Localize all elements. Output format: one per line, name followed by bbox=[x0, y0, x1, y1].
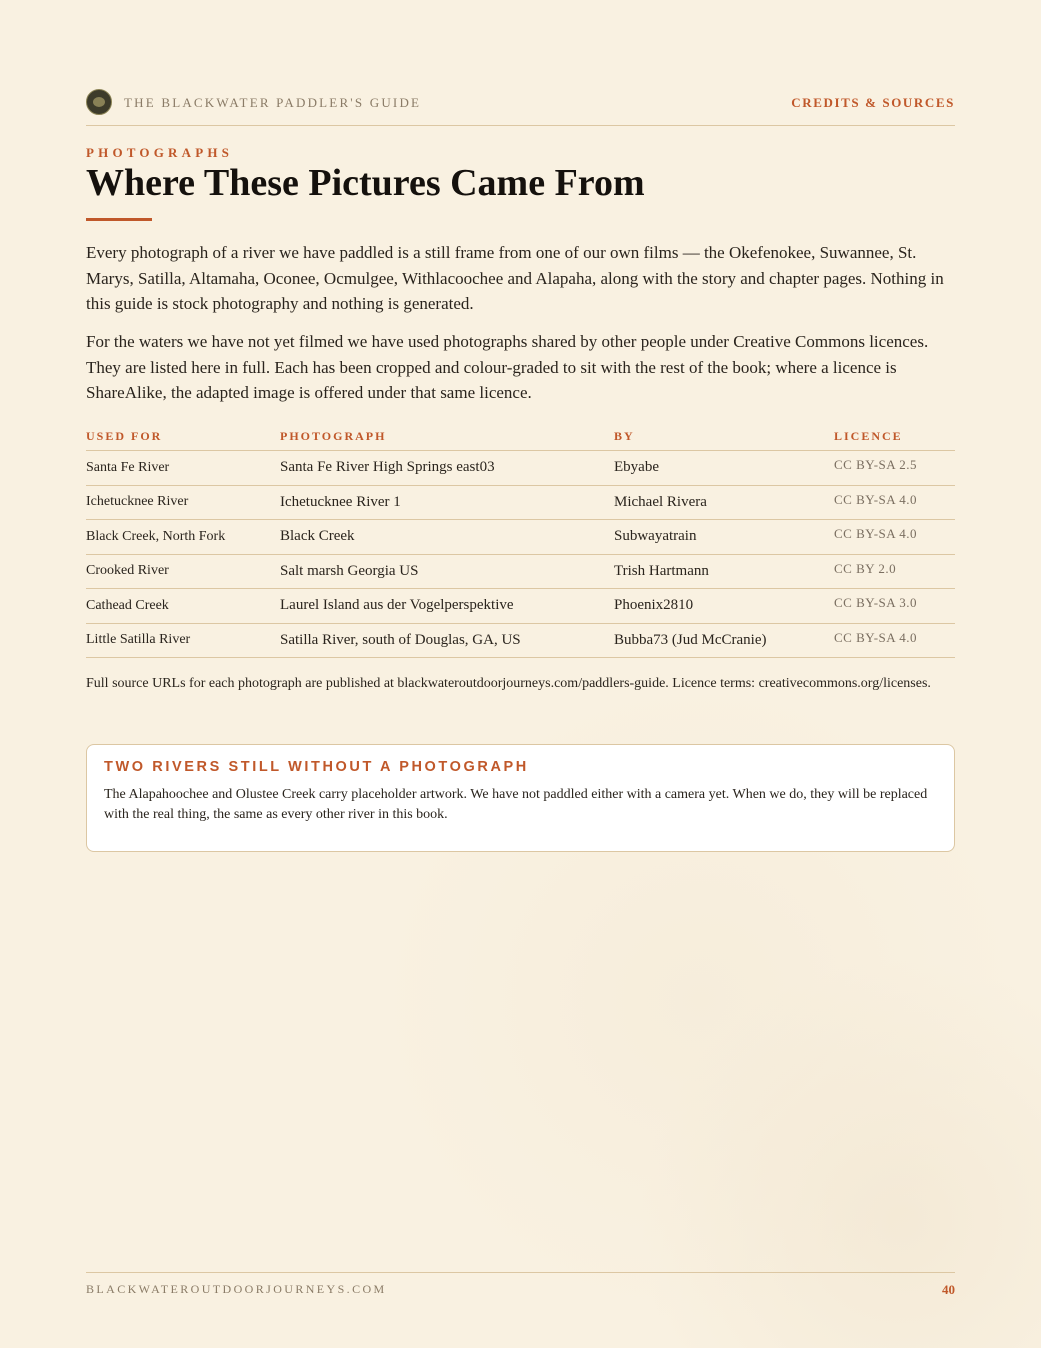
page-number: 40 bbox=[942, 1282, 955, 1297]
page-footer bbox=[86, 1272, 955, 1303]
guide-logo-icon bbox=[86, 89, 112, 115]
page-title: Where These Pictures Came From bbox=[86, 162, 645, 204]
cell-used-for: Santa Fe River bbox=[86, 451, 280, 486]
cell-photograph: Santa Fe River High Springs east03 bbox=[280, 451, 614, 486]
cell-by: Ebyabe bbox=[614, 451, 834, 486]
cell-licence: CC BY 2.0 bbox=[834, 554, 955, 589]
cell-photograph: Salt marsh Georgia US bbox=[280, 554, 614, 589]
cell-licence: CC BY-SA 4.0 bbox=[834, 623, 955, 658]
callout-box bbox=[86, 744, 955, 852]
column-header-licence: LICENCE bbox=[834, 422, 955, 451]
section-label: CREDITS & SOURCES bbox=[791, 95, 955, 110]
cell-photograph: Laurel Island aus der Vogelperspektive bbox=[280, 589, 614, 624]
cell-photograph: Satilla River, south of Douglas, GA, US bbox=[280, 623, 614, 658]
cell-used-for: Cathead Creek bbox=[86, 589, 280, 624]
cell-used-for: Black Creek, North Fork bbox=[86, 520, 280, 555]
credits-table bbox=[86, 422, 955, 658]
cell-licence: CC BY-SA 3.0 bbox=[834, 589, 955, 624]
column-header-photograph: PHOTOGRAPH bbox=[280, 422, 614, 451]
guide-title: THE BLACKWATER PADDLER'S GUIDE bbox=[124, 95, 422, 110]
cell-by: Trish Hartmann bbox=[614, 554, 834, 589]
cell-by: Bubba73 (Jud McCranie) bbox=[614, 623, 834, 658]
page-header bbox=[86, 87, 955, 126]
intro-paragraph: Every photograph of a river we have paddled is a still frame from one of our own films — the Okefenokee, Suwannee, St. Marys, Satilla, Altamaha, Oconee, Ocmulgee, Withlacoochee and Alapaha, along with the story and chapter pages. Nothing in this guide is stock photography and nothing is generated. bbox=[86, 243, 944, 313]
cell-licence: CC BY-SA 2.5 bbox=[834, 451, 955, 486]
cell-licence: CC BY-SA 4.0 bbox=[834, 520, 955, 555]
table-row bbox=[86, 554, 955, 589]
cell-used-for: Ichetucknee River bbox=[86, 485, 280, 520]
section-kicker: PHOTOGRAPHS bbox=[86, 145, 234, 160]
licence-paragraph: For the waters we have not yet filmed we have used photographs shared by other people under Creative Commons licences. They are listed here in full. Each has been cropped and colour-graded to sit with the rest of the book; where a licence is ShareAlike, the adapted image is offered under that same licence. bbox=[86, 332, 929, 402]
title-accent-rule bbox=[86, 218, 152, 221]
cell-photograph: Black Creek bbox=[280, 520, 614, 555]
table-row bbox=[86, 485, 955, 520]
footer-site: BLACKWATEROUTDOORJOURNEYS.COM bbox=[86, 1282, 387, 1296]
table-row bbox=[86, 623, 955, 658]
callout-title: TWO RIVERS STILL WITHOUT A PHOTOGRAPH bbox=[104, 759, 529, 775]
table-header-row bbox=[86, 422, 955, 451]
cell-photograph: Ichetucknee River 1 bbox=[280, 485, 614, 520]
cell-licence: CC BY-SA 4.0 bbox=[834, 485, 955, 520]
table-row bbox=[86, 520, 955, 555]
table-row bbox=[86, 451, 955, 486]
cell-used-for: Crooked River bbox=[86, 554, 280, 589]
column-header-used-for: USED FOR bbox=[86, 422, 280, 451]
cell-by: Phoenix2810 bbox=[614, 589, 834, 624]
cell-by: Michael Rivera bbox=[614, 485, 834, 520]
callout-body: The Alapahoochee and Olustee Creek carry placeholder artwork. We have not paddled either with a camera yet. When we do, they will be replaced with the real thing, the same as every other river in this book. bbox=[104, 787, 928, 822]
cell-used-for: Little Satilla River bbox=[86, 623, 280, 658]
column-header-by: BY bbox=[614, 422, 834, 451]
table-row bbox=[86, 589, 955, 624]
source-note: Full source URLs for each photograph are published at blackwateroutdoorjourneys.com/paddlers-guide. Licence terms: creativecommons.org/licenses. bbox=[86, 676, 931, 691]
cell-by: Subwayatrain bbox=[614, 520, 834, 555]
